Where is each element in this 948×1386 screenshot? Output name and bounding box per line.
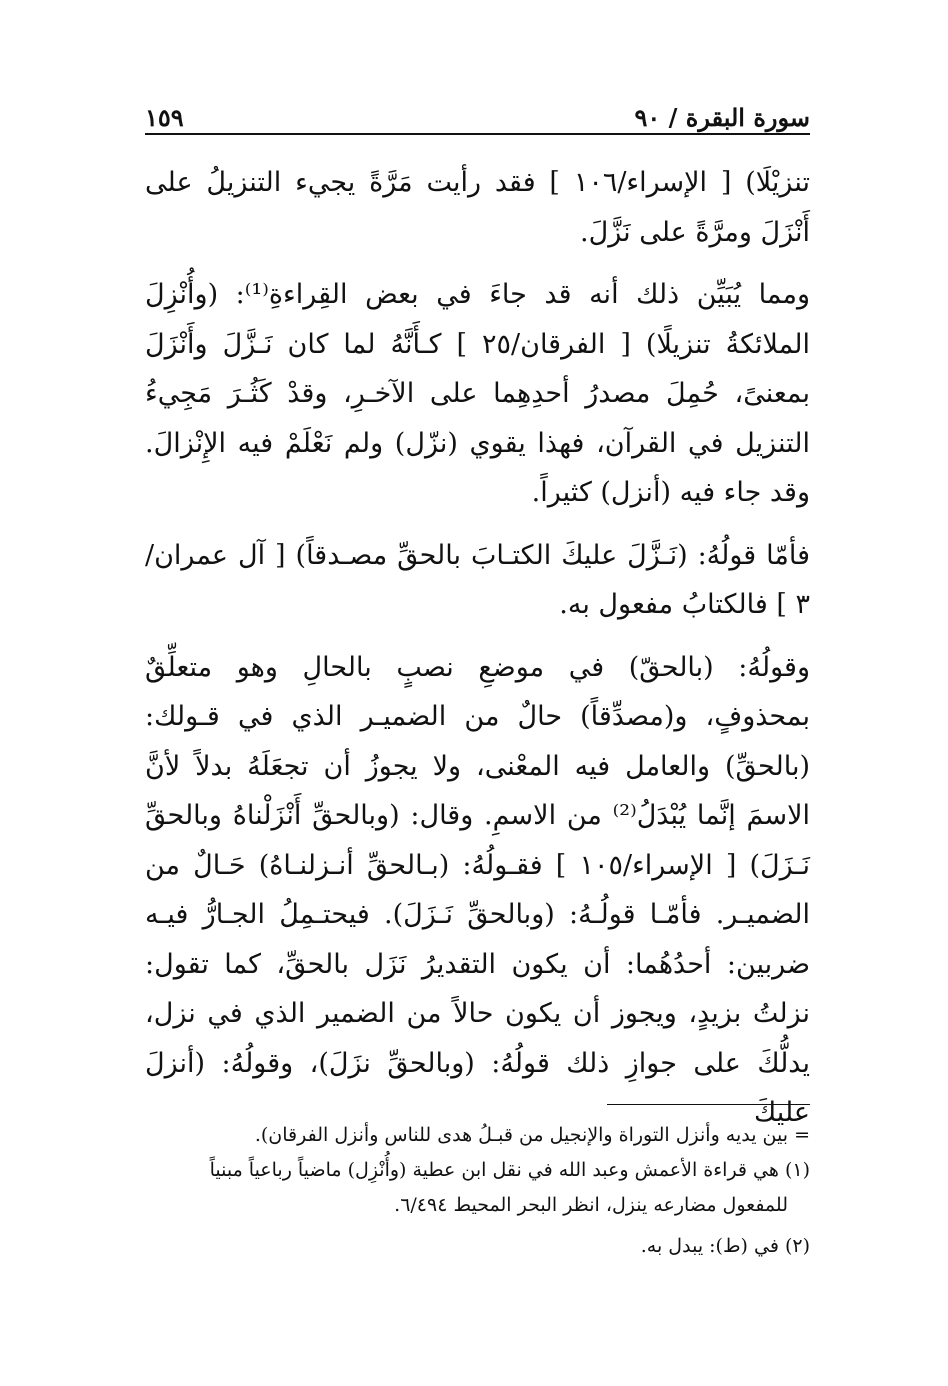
footnote-2: (٢) في (ط): يبدل به. (640, 1235, 810, 1257)
running-title: سورة البقرة / ٩٠ (634, 103, 810, 132)
footnotes (145, 1118, 810, 1264)
paragraph-1: تنزيْلَا) [ الإسراء/١٠٦ ] فقد رأيت مَرَّةً يجيء التنزيلُ على أَنْزَلَ ومرَّةً على نَزَّلَ. (145, 167, 810, 248)
paragraph-3: فأمّا قولُهُ: (نَـزَّلَ عليكَ الكتـابَ بالحقِّ مصـدقاً) [ آل عمران/٣ ] فالكتابُ مفعول به. (145, 539, 810, 620)
header-divider (145, 133, 810, 135)
footnote-1: (١) هي قراءة الأعمش وعبد الله في نقل ابن عطية (وأُنْزِل) ماضياً رباعياً مبنياً (209, 1159, 810, 1181)
page-number: ١٥٩ (145, 103, 184, 132)
paragraph-2: ومما يُبَيِّن ذلك أنه قد جاءَ في بعض القِراءةِ⁽¹⁾: (وأُنْزِلَ الملائكةُ تنزيلًا) [ الفرقان/٢٥ ] كـأَنَّهُ لما كان نَـزَّلَ وأَنْزَلَ بمعنىً، حُمِلَ مصدرُ أحدِهِما على الآخـرِ، وقدْ كَثُـرَ مَجِيءُ التنزيل في القرآن، فهذا يقوي (نزّل) ولم نَعْلَمْ فيه الإِنْزالَ. وقد جاء فيه (أنزل) كثيراً. (145, 279, 810, 508)
footnote-continuation: = بين يديه وأنزل التوراة والإنجيل من قبـلُ هدى للناس وأنزل الفرقان). (254, 1124, 810, 1146)
paragraph-4: وقولُهُ: (بالحقّ) في موضعِ نصبٍ بالحالِ وهو متعلِّقٌ بمحذوفٍ، و(مصدِّقاً) حالٌ من الضميـر الذي في قـولك: (بالحقِّ) والعامل فيه المعْنى، ولا يجوزُ أن تجعَلَهُ بدلاً لأنَّ الاسمَ إنَّما يُبْدَلُ⁽²⁾ من الاسمِ. وقال: (وبالحقِّ أَنْزَلْناهُ وبالحقِّ نَـزَلَ) [ الإسراء/١٠٥ ] فقـولُهُ: (بـالحقِّ أنـزلنـاهُ) حَـالٌ من الضميـر. فأمّـا قولُـهُ: (وبالحقِّ نَـزَلَ). فيحتـمِلُ الجـارُّ فيـه ضربين: أحدُهُما: أن يكون التقديرُ نَزَل بالحقِّ، كما تقول: نزلتُ بزيدٍ، ويجوز أن يكون حالاً من الضمير الذي في نزل، يدلُّكَ على جوازِ ذلك قولُهُ: (وبالحقِّ نزَلَ)، وقولُهُ: (أنزلَ عليكَ (145, 651, 810, 1128)
footnote-1-continued: للمفعول مضارعه ينزل، انظر البحر المحيط ٦/٤٩٤. (394, 1194, 788, 1216)
page-header (145, 88, 810, 132)
main-text (145, 158, 810, 1151)
footnote-divider (607, 1104, 810, 1105)
